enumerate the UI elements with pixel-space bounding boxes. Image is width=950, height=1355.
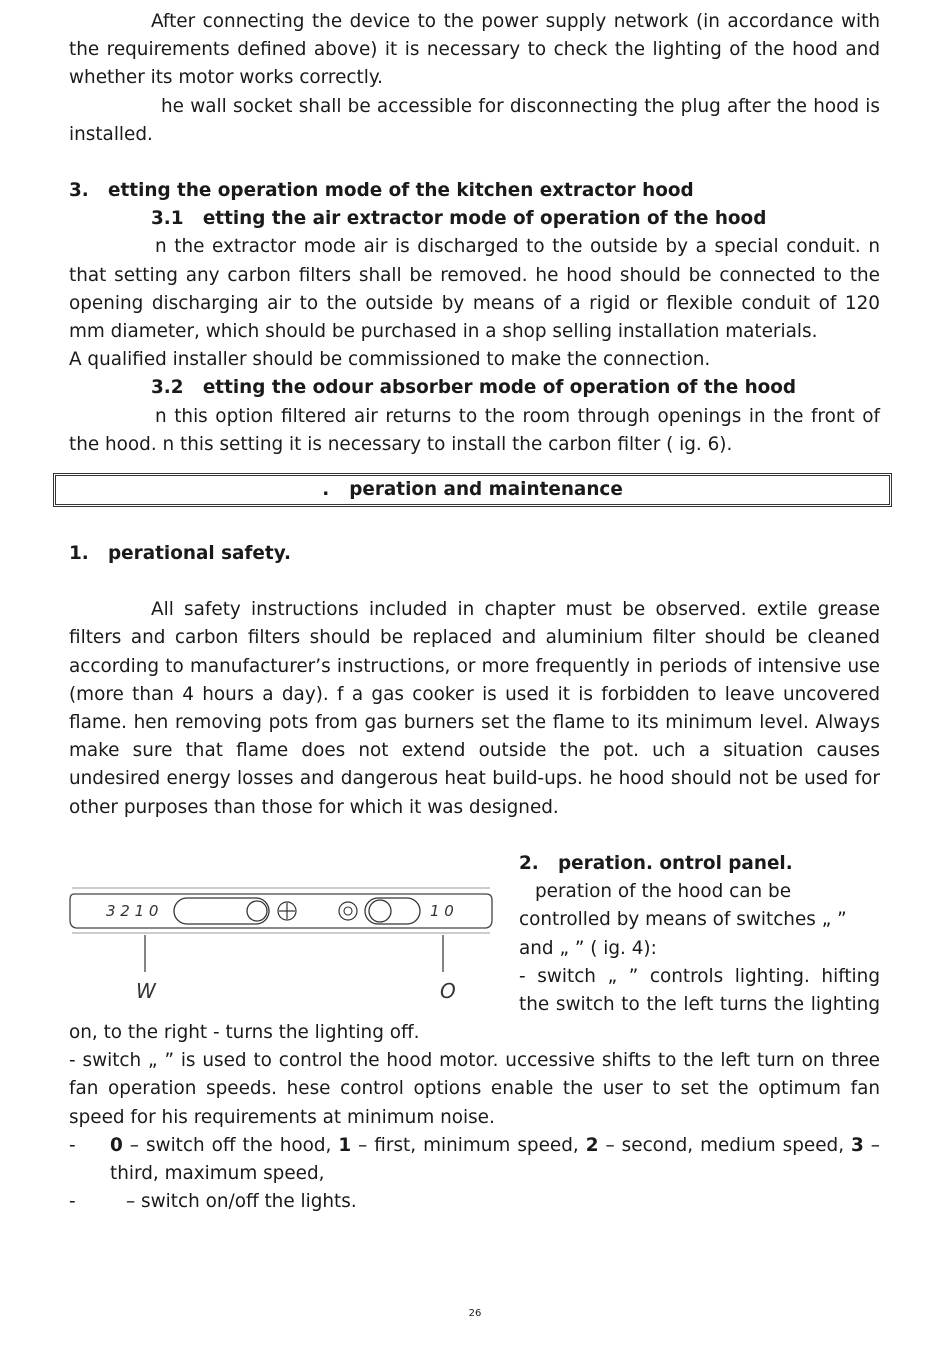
section-1-block	[69, 540, 880, 822]
fan-speed-scale: 3 2 1 0	[106, 902, 159, 920]
section-2-light-switch-text: - switch „ ” controls lighting. hifting the switch to the left turns the lighting	[519, 965, 880, 1016]
control-panel-figure	[66, 880, 498, 1005]
section-3-2-heading	[69, 374, 880, 402]
light-switch-knob	[369, 900, 391, 922]
section-1-paragraph: All safety instructions included in chapter must be observed. extile grease filters and carbon filters should be replaced and aluminium filter should be cleaned according to manufacturer’s instructions, or more frequently in periods of intensive use (more than 4 hours a day). f a gas cooker is used it is forbidden to leave uncovered flame. hen removing pots from gas burners set the flame to its minimum level. Always make sure that flame does not extend outside the pot. uch a situation causes undesired energy losses and dangerous heat build-ups. he hood should not be used for other purposes than those for which it was designed.	[69, 599, 880, 818]
fan-icon	[278, 902, 296, 920]
section-2-motor-switch-text: - switch „ ” is used to control the hood motor. uccessive shifts to the left turn on three fan operation speeds. hese control options enable the user to set the optimum fan speed for his requirements at minimum noise.	[69, 1050, 880, 1128]
intro-paragraph-1: After connecting the device to the power supply network (in accordance with the requirements defined above) it is necessary to check the lighting of the hood and whether its motor works correctly.	[69, 11, 880, 89]
list-dash: -	[69, 1191, 76, 1213]
section-3-2-title: etting the odour absorber mode of operation of the hood	[202, 377, 797, 399]
section-2-continuation: on, to the right - turns the lighting off.	[69, 1022, 420, 1043]
section-3-1-note: A qualified installer should be commissioned to make the connection.	[69, 349, 711, 371]
light-bulb-icon	[339, 902, 357, 920]
list-item-speeds	[69, 1132, 880, 1188]
section-3-number: 3.	[69, 180, 89, 202]
section-3-2-paragraph: n this option filtered air returns to the room through openings in the front of the hood. n this setting it is necessary to install the carbon filter ( ig. 6).	[69, 405, 880, 455]
light-scale: 1 0	[430, 902, 454, 920]
page-upper	[69, 8, 880, 459]
chapter-title-box	[53, 473, 892, 507]
section-2-lower	[69, 1019, 880, 1216]
speeds-description: 0 – switch off the hood, 1 – first, minimum speed, 2 – second, medium speed, 3 – third, maximum speed,	[110, 1134, 881, 1185]
fan-label-w: W	[136, 979, 156, 1003]
section-2-intro: peration of the hood can be controlled by means of switches „ ” and „ ” ( ig. 4):	[519, 881, 847, 959]
section-3-1-number: 3.1	[151, 208, 184, 230]
section-2-right-column	[519, 850, 880, 1019]
intro-paragraph-2: he wall socket shall be accessible for disconnecting the plug after the hood is installed.	[69, 95, 880, 145]
section-3-1-title: etting the air extractor mode of operation of the hood	[202, 208, 767, 230]
section-3-title: etting the operation mode of the kitchen extractor hood	[108, 180, 694, 202]
section-2-heading	[519, 850, 880, 878]
section-3-2-number: 3.2	[151, 377, 184, 399]
fan-switch-knob	[247, 901, 267, 921]
section-3-1-heading	[69, 205, 880, 233]
list-dash: -	[69, 1134, 76, 1156]
section-2-title: peration. ontrol panel.	[558, 853, 793, 874]
list-item-lights	[69, 1188, 880, 1216]
section-1-number: 1.	[69, 543, 89, 564]
section-1-title: perational safety.	[108, 543, 291, 564]
chapter-title: peration and maintenance	[349, 479, 623, 500]
section-3-1-paragraph: n the extractor mode air is discharged to the outside by a special conduit. n that setting any carbon filters shall be removed. he hood should be connected to the opening discharging air to the outside by means of a rigid or flexible conduit of 120 mm diameter, which should be purchased in a shop selling installation materials.	[69, 236, 880, 343]
section-1-heading	[69, 540, 880, 568]
section-3-heading	[69, 177, 880, 205]
chapter-number: .	[322, 479, 330, 500]
light-label-o: O	[440, 979, 456, 1003]
page-number: 26	[468, 1308, 482, 1319]
section-2-number: 2.	[519, 853, 539, 874]
lights-description: – switch on/off the lights.	[126, 1191, 357, 1213]
